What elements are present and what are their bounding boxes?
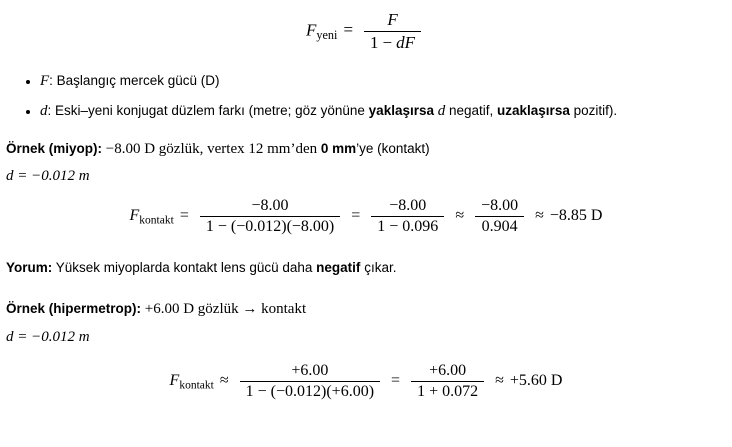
eq-myopia-frac1-den: 1 − (−0.012)(−8.00) bbox=[200, 216, 340, 236]
eq-myopia-fraction-3 bbox=[475, 197, 524, 236]
eq-hyper-frac2-den: 1 + 0.072 bbox=[411, 381, 484, 401]
eq-myopia-frac3-den: 0.904 bbox=[475, 216, 524, 236]
formula-fraction bbox=[364, 10, 421, 53]
bullet-symbol-d: d bbox=[40, 103, 48, 120]
d-line-hyperopia: d = −0.012 m bbox=[6, 328, 90, 345]
example-myopia-label: Örnek (miyop): bbox=[6, 140, 103, 156]
eq-myopia-result: −8.85 D bbox=[549, 207, 603, 225]
example-hyperopia-heading bbox=[6, 298, 732, 321]
formula-lhs-subscript: yeni bbox=[316, 27, 338, 42]
example-myopia-text1: −8.00 D gözlük, vertex 12 mm’den bbox=[102, 140, 321, 157]
example-myopia-text2: ’ye (kontakt) bbox=[356, 140, 430, 156]
denominator-d: d bbox=[396, 33, 405, 52]
eq-myopia-fraction-1 bbox=[200, 197, 340, 236]
denominator-F: F bbox=[404, 33, 416, 52]
eq-myopia-approx-1: ≈ bbox=[455, 207, 465, 225]
eq-hyper-approx-1: ≈ bbox=[219, 371, 229, 389]
comment-label: Yorum: bbox=[6, 260, 53, 275]
list-item-F bbox=[40, 71, 732, 91]
document-page bbox=[0, 10, 732, 447]
eq-myopia-frac3-num: −8.00 bbox=[481, 197, 519, 214]
formula-equals: = bbox=[343, 20, 354, 40]
example-myopia-bold: 0 mm bbox=[320, 140, 357, 156]
example-myopia-heading bbox=[6, 138, 732, 161]
main-formula bbox=[0, 10, 732, 53]
eq-hyper-equals-1: = bbox=[391, 371, 401, 389]
comment-bold: negatif bbox=[316, 260, 361, 275]
definition-list bbox=[0, 71, 732, 122]
example-hyperopia-d-value bbox=[6, 329, 732, 346]
eq-hyper-approx-2: ≈ bbox=[495, 371, 504, 389]
bullet-symbol-d2: d bbox=[437, 103, 446, 120]
comment-text2: çıkar. bbox=[360, 260, 397, 275]
eq-hyper-fraction-1 bbox=[240, 362, 380, 401]
eq-myopia-approx-2: ≈ bbox=[535, 207, 544, 225]
eq-hyper-lhs: F bbox=[169, 371, 180, 389]
formula-lhs-base: F bbox=[305, 20, 317, 40]
example-hyperopia-text1: +6.00 D gözlük → kontakt bbox=[141, 301, 307, 318]
eq-hyper-frac1-num: +6.00 bbox=[291, 361, 329, 379]
d-line-myopia: d = −0.012 m bbox=[6, 168, 90, 184]
eq-myopia-lhs: F bbox=[129, 207, 140, 225]
eq-hyper-lhs-sub: kontakt bbox=[179, 379, 214, 392]
eq-myopia-frac1-num: −8.00 bbox=[251, 197, 289, 214]
eq-hyper-result: +5.60 D bbox=[509, 371, 563, 389]
example-hyperopia-label: Örnek (hipermetrop): bbox=[6, 301, 142, 317]
bullet-symbol-F: F bbox=[40, 73, 50, 89]
eq-hyper-frac2-num: +6.00 bbox=[429, 361, 467, 379]
eq-myopia-equals-1: = bbox=[179, 207, 189, 225]
eq-myopia-frac2-num: −8.00 bbox=[389, 197, 427, 214]
eq-hyper-fraction-2 bbox=[411, 362, 484, 401]
eq-myopia-lhs-sub: kontakt bbox=[139, 214, 174, 227]
eq-myopia-equals-2: = bbox=[351, 207, 361, 225]
denominator-minus: − bbox=[382, 33, 393, 52]
example-hyperopia-equation bbox=[0, 362, 732, 401]
bullet-bold-yaklasirsa: yaklaşırsa bbox=[368, 103, 434, 119]
bullet-text-d-mid: negatif, bbox=[445, 103, 498, 119]
list-item-d bbox=[40, 101, 732, 121]
eq-myopia-frac2-den: 1 − 0.096 bbox=[371, 216, 444, 236]
bullet-text-d-before: : Eski–yeni konjugat düzlem farkı (metre; göz yönüne bbox=[47, 103, 369, 119]
comment-text1: Yüksek miyoplarda kontakt lens gücü daha bbox=[52, 260, 317, 275]
eq-myopia-fraction-2 bbox=[371, 197, 444, 236]
formula-numerator: F bbox=[387, 10, 398, 29]
comment-line bbox=[6, 258, 732, 278]
bullet-text-d-after: pozitif). bbox=[569, 103, 618, 119]
denominator-one: 1 bbox=[370, 33, 379, 52]
bullet-bold-uzaklasirsa: uzaklaşırsa bbox=[497, 103, 570, 119]
example-myopia-equation bbox=[0, 197, 732, 236]
bullet-text-F: : Başlangıç mercek gücü (D) bbox=[49, 73, 220, 88]
formula-denominator bbox=[364, 31, 421, 53]
eq-hyper-frac1-den: 1 − (−0.012)(+6.00) bbox=[240, 381, 380, 401]
example-myopia-d-value bbox=[6, 168, 732, 185]
